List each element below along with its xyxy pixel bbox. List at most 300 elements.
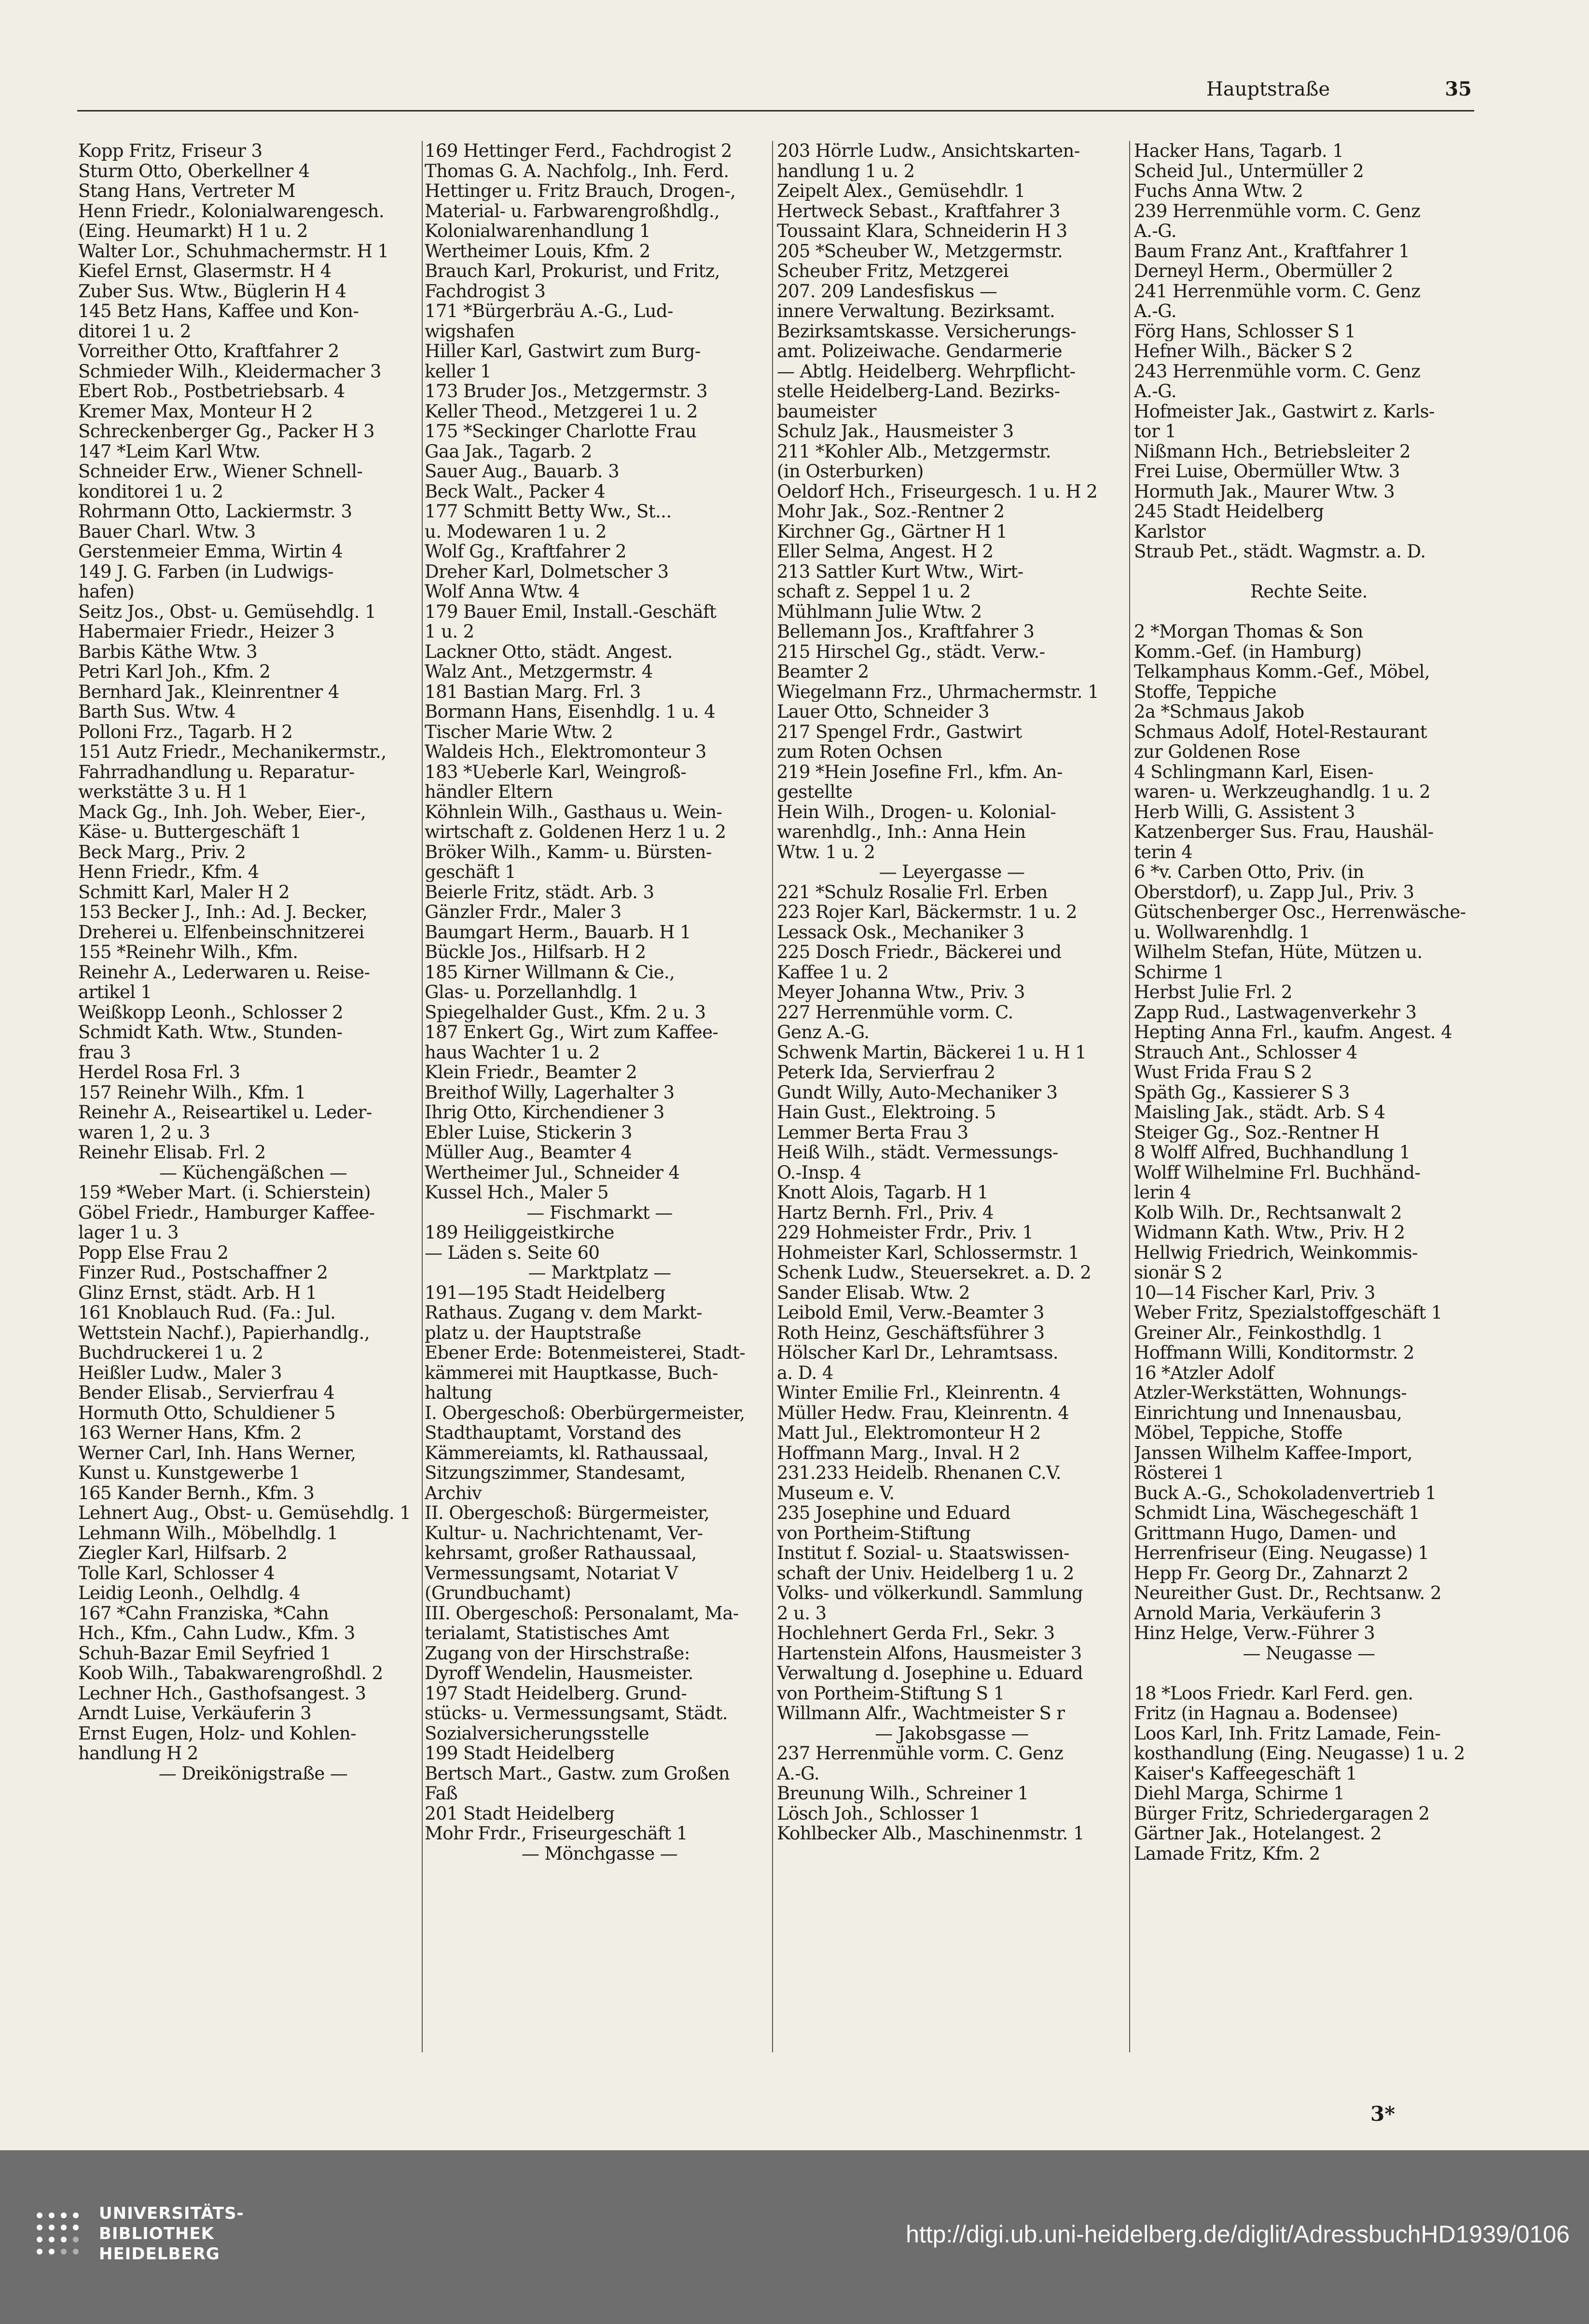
directory-line: Barbis Käthe Wtw. 3 (78, 641, 258, 662)
directory-line: Verwaltung d. Josephine u. Eduard (777, 1663, 1083, 1684)
directory-line: 241 Herrenmühle vorm. C. Genz (1134, 281, 1421, 301)
directory-line: lerin 4 (1134, 1183, 1191, 1203)
source-url-link[interactable]: http://digi.ub.uni-heidelberg.de/diglit/AdressbuchHD1939/0106 (906, 2221, 1570, 2248)
directory-line: terin 4 (1134, 842, 1193, 862)
directory-line: Walter Lor., Schuhmachermstr. H 1 (78, 241, 389, 261)
directory-line: Beck Marg., Priv. 2 (78, 842, 246, 862)
directory-line: Zugang von der Hirschstraße: (425, 1643, 690, 1663)
directory-line: Einrichtung und Innenausbau, (1134, 1403, 1402, 1423)
directory-line: 197 Stadt Heidelberg. Grund- (425, 1683, 687, 1703)
directory-line: — Mönchgasse — (521, 1843, 678, 1864)
directory-line: Schreckenberger Gg., Packer H 3 (78, 421, 374, 442)
directory-line: Buchdruckerei 1 u. 2 (78, 1343, 263, 1363)
directory-line: I. Obergeschoß: Oberbürgermeister, (425, 1403, 745, 1423)
directory-line: amt. Polizeiwache. Gendarmerie (777, 341, 1062, 362)
directory-line: Dreher Karl, Dolmetscher 3 (425, 561, 669, 582)
directory-line: Glinz Ernst, städt. Arb. H 1 (78, 1282, 317, 1303)
directory-line: 201 Stadt Heidelberg (425, 1803, 615, 1823)
directory-line: stücks- u. Vermessungsamt, Städt. (425, 1703, 728, 1724)
directory-line: III. Obergeschoß: Personalamt, Ma- (425, 1603, 739, 1623)
directory-line: konditorei 1 u. 2 (78, 481, 223, 501)
directory-line: Katzenberger Sus. Frau, Haushäl- (1134, 822, 1434, 842)
directory-line: Hellwig Friedrich, Weinkommis- (1134, 1242, 1418, 1263)
directory-line: Hertweck Sebast., Kraftfahrer 3 (777, 201, 1060, 221)
directory-line: Hinz Helge, Verw.-Führer 3 (1134, 1623, 1375, 1643)
directory-line: Zuber Sus. Wtw., Büglerin H 4 (78, 281, 346, 301)
directory-line: Henn Friedr., Kfm. 4 (78, 862, 259, 882)
page-number: 35 (1445, 78, 1472, 100)
directory-line: Sauer Aug., Bauarb. 3 (425, 461, 620, 482)
directory-line: Ebert Rob., Postbetriebsarb. 4 (78, 381, 345, 402)
directory-line: Seitz Jos., Obst- u. Gemüsehdlg. 1 (78, 601, 376, 622)
directory-line: O.-Insp. 4 (777, 1162, 861, 1183)
column-divider (1129, 141, 1130, 2052)
directory-line: Scheid Jul., Untermüller 2 (1134, 161, 1364, 181)
directory-line: Stoffe, Teppiche (1134, 682, 1277, 702)
directory-line: Schuh-Bazar Emil Seyfried 1 (78, 1643, 331, 1663)
directory-line: Greiner Alr., Feinkosthdlg. 1 (1134, 1322, 1383, 1343)
directory-line: Reinehr Elisab. Frl. 2 (78, 1142, 266, 1163)
directory-line (1134, 562, 1484, 582)
directory-line: kosthandlung (Eing. Neugasse) 1 u. 2 (1134, 1743, 1465, 1764)
directory-line: Breunung Wilh., Schreiner 1 (777, 1783, 1029, 1804)
directory-line: Bormann Hans, Eisenhdlg. 1 u. 4 (425, 702, 716, 722)
directory-line: Fachdrogist 3 (425, 281, 546, 301)
directory-line: Lehnert Aug., Obst- u. Gemüsehdlg. 1 (78, 1503, 411, 1523)
directory-line: 1 u. 2 (425, 622, 474, 642)
directory-line: Herdel Rosa Frl. 3 (78, 1062, 240, 1083)
directory-column-4 (1134, 141, 1484, 2062)
directory-line: 167 *Cahn Franziska, *Cahn (78, 1603, 329, 1623)
directory-line: 189 Heiliggeistkirche (425, 1223, 614, 1243)
directory-line: Polloni Frz., Tagarb. H 2 (78, 722, 293, 742)
directory-line: Widmann Kath. Wtw., Priv. H 2 (1134, 1223, 1405, 1243)
directory-line: — Küchengäßchen — (159, 1162, 347, 1183)
directory-line: Derneyl Herm., Obermüller 2 (1134, 261, 1393, 281)
directory-line (1134, 602, 1484, 622)
directory-line: Herb Willi, G. Assistent 3 (1134, 802, 1355, 822)
directory-line: Kolonialwarenhandlung 1 (425, 221, 650, 241)
directory-line: Archiv (425, 1483, 482, 1503)
directory-line: von Portheim-Stiftung (777, 1523, 971, 1543)
directory-line: Hettinger u. Fritz Brauch, Drogen-, (425, 181, 736, 201)
directory-line: Frei Luise, Obermüller Wtw. 3 (1134, 461, 1400, 482)
directory-line: 6 *v. Carben Otto, Priv. (in (1134, 862, 1364, 882)
directory-line: Willmann Alfr., Wachtmeister S r (777, 1703, 1065, 1724)
running-head (1206, 72, 1472, 106)
directory-line: 4 Schlingmann Karl, Eisen- (1134, 762, 1374, 782)
directory-line: Diehl Marga, Schirme 1 (1134, 1783, 1345, 1804)
library-name-line: UNIVERSITÄTS- (99, 2204, 244, 2223)
directory-line: 211 *Kohler Alb., Metzgermstr. (777, 441, 1051, 461)
directory-line: 2 *Morgan Thomas & Son (1134, 622, 1363, 642)
directory-line: Gerstenmeier Emma, Wirtin 4 (78, 542, 343, 562)
directory-line: hafen) (78, 582, 135, 602)
directory-line: Strauch Ant., Schlosser 4 (1134, 1042, 1357, 1062)
directory-line: Hohmeister Karl, Schlossermstr. 1 (777, 1242, 1079, 1263)
directory-line: 183 *Ueberle Karl, Weingroß- (425, 762, 687, 782)
directory-line: Sander Elisab. Wtw. 2 (777, 1282, 970, 1303)
directory-line: — Fischmarkt — (526, 1202, 673, 1223)
directory-line: Wertheimer Jul., Schneider 4 (425, 1162, 680, 1183)
directory-line: Winter Emilie Frl., Kleinrentn. 4 (777, 1383, 1061, 1403)
directory-line: Reinehr A., Reiseartikel u. Leder- (78, 1102, 372, 1123)
directory-line: Material- u. Farbwarengroßhdlg., (425, 201, 720, 221)
directory-line: Leibold Emil, Verw.-Beamter 3 (777, 1303, 1044, 1323)
directory-line: handlung H 2 (78, 1743, 198, 1764)
directory-line: Scheuber Fritz, Metzgerei (777, 261, 1009, 281)
directory-line: 18 *Loos Friedr. Karl Ferd. gen. (1134, 1683, 1413, 1703)
directory-line: Schulz Jak., Hausmeister 3 (777, 421, 1014, 442)
directory-line: 225 Dosch Friedr., Bäckerei und (777, 942, 1062, 962)
directory-line: Rechte Seite. (1250, 582, 1368, 602)
directory-line: Müller Hedw. Frau, Kleinrentn. 4 (777, 1403, 1069, 1423)
directory-line: 187 Enkert Gg., Wirt zum Kaffee- (425, 1022, 719, 1043)
directory-line: u. Modewaren 1 u. 2 (425, 521, 607, 542)
directory-line: Lackner Otto, städt. Angest. (425, 641, 673, 662)
directory-line: Schmidt Kath. Wtw., Stunden- (78, 1022, 343, 1043)
directory-line: Schmieder Wilh., Kleidermacher 3 (78, 361, 381, 381)
directory-line: Bertsch Mart., Gastw. zum Großen (425, 1763, 730, 1783)
directory-line: 217 Spengel Frdr., Gastwirt (777, 722, 1022, 742)
directory-line: Hiller Karl, Gastwirt zum Burg- (425, 341, 701, 362)
directory-line: Wettstein Nachf.), Papierhandlg., (78, 1322, 370, 1343)
directory-column-1 (78, 141, 428, 2062)
directory-line: Knott Alois, Tagarb. H 1 (777, 1183, 989, 1203)
directory-line: Müller Aug., Beamter 4 (425, 1142, 632, 1163)
directory-line: Dyroff Wendelin, Hausmeister. (425, 1663, 693, 1684)
directory-line: Werner Carl, Inh. Hans Werner, (78, 1443, 356, 1463)
directory-line: Toussaint Klara, Schneiderin H 3 (777, 221, 1067, 241)
directory-line: platz u. der Hauptstraße (425, 1322, 641, 1343)
directory-line: Komm.-Gef. (in Hamburg) (1134, 641, 1362, 662)
directory-line: Gaa Jak., Tagarb. 2 (425, 441, 592, 461)
directory-line: 235 Josephine und Eduard (777, 1503, 1010, 1523)
directory-line: frau 3 (78, 1042, 131, 1062)
directory-line: Hain Gust., Elektroing. 5 (777, 1102, 996, 1123)
directory-line: Bender Elisab., Servierfrau 4 (78, 1383, 335, 1403)
directory-line: Tolle Karl, Schlosser 4 (78, 1563, 275, 1583)
directory-line: Hoffmann Willi, Konditormstr. 2 (1134, 1343, 1414, 1363)
directory-line: 2 u. 3 (777, 1603, 827, 1623)
directory-line: Kohlbecker Alb., Maschinenmstr. 1 (777, 1823, 1084, 1844)
directory-line: Matt Jul., Elektromonteur H 2 (777, 1423, 1041, 1443)
directory-line: Klein Friedr., Beamter 2 (425, 1062, 637, 1083)
directory-line: haltung (425, 1383, 492, 1403)
directory-line: Lösch Joh., Schlosser 1 (777, 1803, 981, 1823)
directory-line: Sitzungszimmer, Standesamt, (425, 1463, 686, 1483)
directory-line: innere Verwaltung. Bezirksamt. (777, 301, 1055, 321)
directory-line: A.-G. (1134, 301, 1176, 321)
directory-line: 163 Werner Hans, Kfm. 2 (78, 1423, 302, 1443)
directory-line: 155 *Reinehr Wilh., Kfm. (78, 942, 298, 962)
directory-line: Lehmann Wilh., Möbelhdlg. 1 (78, 1523, 338, 1543)
directory-line: Beamter 2 (777, 662, 869, 682)
directory-line: Schirme 1 (1134, 962, 1224, 982)
library-name (99, 2203, 244, 2264)
directory-line: — Marktplatz — (528, 1263, 671, 1283)
directory-line: Telkamphaus Komm.-Gef., Möbel, (1134, 662, 1430, 682)
directory-line: a. D. 4 (777, 1363, 833, 1383)
directory-line: Nißmann Hch., Betriebsleiter 2 (1134, 441, 1410, 461)
directory-line: II. Obergeschoß: Bürgermeister, (425, 1503, 710, 1523)
directory-line: Kussel Hch., Maler 5 (425, 1183, 608, 1203)
directory-line: 227 Herrenmühle vorm. C. (777, 1002, 1013, 1022)
directory-line: 239 Herrenmühle vorm. C. Genz (1134, 201, 1421, 221)
directory-line: Schmitt Karl, Maler H 2 (78, 882, 290, 902)
directory-line: Beierle Fritz, städt. Arb. 3 (425, 882, 654, 902)
directory-line: Hartenstein Alfons, Hausmeister 3 (777, 1643, 1082, 1663)
directory-line: 153 Becker J., Inh.: Ad. J. Becker, (78, 902, 368, 922)
directory-line: 215 Hirschel Gg., städt. Verw.- (777, 641, 1045, 662)
directory-line: Keller Theod., Metzgerei 1 u. 2 (425, 401, 698, 421)
directory-line: Kopp Fritz, Friseur 3 (78, 141, 263, 161)
directory-line: — Dreikönigstraße — (158, 1763, 348, 1783)
directory-line: Henn Friedr., Kolonialwarengesch. (78, 201, 385, 221)
directory-line: werkstätte 3 u. H 1 (78, 782, 248, 802)
directory-line: Wilhelm Stefan, Hüte, Mützen u. (1134, 942, 1423, 962)
directory-line: von Portheim-Stiftung S 1 (777, 1683, 1005, 1703)
directory-line: Peterk Ida, Servierfrau 2 (777, 1062, 995, 1083)
directory-line: Hartz Bernh. Frl., Priv. 4 (777, 1202, 994, 1223)
directory-line: Rathaus. Zugang v. dem Markt- (425, 1303, 702, 1323)
directory-line: Wolf Anna Wtw. 4 (425, 582, 580, 602)
directory-line: A.-G. (1134, 381, 1176, 402)
directory-line: 203 Hörrle Ludw., Ansichtskarten- (777, 141, 1080, 161)
directory-line: ditorei 1 u. 2 (78, 321, 191, 341)
directory-line: Breithof Willy, Lagerhalter 3 (425, 1082, 675, 1102)
directory-line: 149 J. G. Farben (in Ludwigs- (78, 561, 333, 582)
directory-line: Kolb Wilh. Dr., Rechtsanwalt 2 (1134, 1202, 1402, 1223)
directory-line: terialamt, Statistisches Amt (425, 1623, 669, 1643)
directory-line: Habermaier Friedr., Heizer 3 (78, 622, 335, 642)
directory-line: geschäft 1 (425, 862, 516, 882)
directory-line: Maisling Jak., städt. Arb. S 4 (1134, 1102, 1385, 1123)
directory-line: Hormuth Jak., Maurer Wtw. 3 (1134, 481, 1395, 501)
directory-line: 151 Autz Friedr., Mechanikermstr., (78, 742, 387, 762)
directory-line: Oeldorf Hch., Friseurgesch. 1 u. H 2 (777, 481, 1098, 501)
directory-line: Loos Karl, Inh. Fritz Lamade, Fein- (1134, 1723, 1441, 1743)
directory-line: Bernhard Jak., Kleinrentner 4 (78, 682, 339, 702)
directory-line: artikel 1 (78, 982, 152, 1002)
directory-line: Dreherei u. Elfenbeinschnitzerei (78, 922, 364, 942)
directory-line: Faß (425, 1783, 458, 1804)
directory-line: Schmaus Adolf, Hotel-Restaurant (1134, 722, 1427, 742)
directory-line: 16 *Atzler Adolf (1134, 1363, 1274, 1383)
directory-line: Gütschenberger Osc., Herrenwäsche- (1134, 902, 1466, 922)
directory-line: Herrenfriseur (Eing. Neugasse) 1 (1134, 1543, 1429, 1563)
directory-line: 199 Stadt Heidelberg (425, 1743, 615, 1764)
directory-line: (in Osterburken) (777, 461, 924, 482)
directory-line: Baum Franz Ant., Kraftfahrer 1 (1134, 241, 1410, 261)
directory-line: Gärtner Jak., Hotelangest. 2 (1134, 1823, 1382, 1844)
directory-line: wirtschaft z. Goldenen Herz 1 u. 2 (425, 822, 726, 842)
directory-line: händler Eltern (425, 782, 553, 802)
directory-line: Barth Sus. Wtw. 4 (78, 702, 236, 722)
directory-line: 161 Knoblauch Rud. (Fa.: Jul. (78, 1303, 336, 1323)
directory-line: Walz Ant., Metzgermstr. 4 (425, 662, 653, 682)
directory-line: Kiefel Ernst, Glasermstr. H 4 (78, 261, 332, 281)
directory-line: Ihrig Otto, Kirchendiener 3 (425, 1102, 664, 1123)
directory-line: Schmidt Lina, Wäschegeschäft 1 (1134, 1503, 1420, 1523)
directory-line: Wolff Wilhelmine Frl. Buchhänd- (1134, 1162, 1421, 1183)
header-rule (77, 110, 1474, 111)
directory-line: Gänzler Frdr., Maler 3 (425, 902, 622, 922)
directory-line: — Neugasse — (1243, 1643, 1375, 1663)
directory-line: Lessack Osk., Mechaniker 3 (777, 922, 1024, 942)
directory-line: — Leyergasse — (879, 862, 1025, 882)
directory-line: Wtw. 1 u. 2 (777, 842, 875, 862)
directory-line: Wertheimer Louis, Kfm. 2 (425, 241, 650, 261)
directory-line: 213 Sattler Kurt Wtw., Wirt- (777, 561, 1023, 582)
directory-line: Thomas G. A. Nachfolg., Inh. Ferd. (425, 161, 729, 181)
directory-line: Reinehr A., Lederwaren u. Reise- (78, 962, 370, 982)
directory-line: Brauch Karl, Prokurist, und Fritz, (425, 261, 720, 281)
directory-line: Mühlmann Julie Wtw. 2 (777, 601, 982, 622)
directory-line: Karlstor (1134, 521, 1206, 542)
directory-line: Volks- und völkerkundl. Sammlung (777, 1583, 1083, 1603)
street-title: Hauptstraße (1206, 78, 1330, 100)
directory-line: sionär S 2 (1134, 1263, 1223, 1283)
directory-line: wigshafen (425, 321, 515, 341)
footer-bar (0, 2150, 1589, 2324)
directory-line: 245 Stadt Heidelberg (1134, 501, 1324, 522)
directory-line: 221 *Schulz Rosalie Frl. Erben (777, 882, 1048, 902)
directory-line: Petri Karl Joh., Kfm. 2 (78, 662, 271, 682)
directory-line: Atzler-Werkstätten, Wohnungs- (1134, 1383, 1407, 1403)
directory-line: Späth Gg., Kassierer S 3 (1134, 1082, 1350, 1102)
directory-line: zum Roten Ochsen (777, 742, 942, 762)
directory-line: Beck Walt., Packer 4 (425, 481, 606, 501)
directory-line: 191—195 Stadt Heidelberg (425, 1282, 665, 1303)
directory-line: Hepp Fr. Georg Dr., Zahnarzt 2 (1134, 1563, 1409, 1583)
directory-line: 145 Betz Hans, Kaffee und Kon- (78, 301, 359, 321)
directory-line: Wolf Gg., Kraftfahrer 2 (425, 542, 626, 562)
directory-line: Steiger Gg., Soz.-Rentner H (1134, 1122, 1380, 1142)
directory-line: Bellemann Jos., Kraftfahrer 3 (777, 622, 1035, 642)
directory-line: Tischer Marie Wtw. 2 (425, 722, 613, 742)
signature-mark: 3* (1370, 2102, 1396, 2126)
directory-line: Genz A.-G. (777, 1022, 870, 1043)
directory-line: Oberstdorf), u. Zapp Jul., Priv. 3 (1134, 882, 1414, 902)
directory-line: Sozialversicherungsstelle (425, 1723, 649, 1743)
directory-line: Hacker Hans, Tagarb. 1 (1134, 141, 1344, 161)
directory-line: 147 *Leim Karl Wtw. (78, 441, 261, 461)
directory-line: Lamade Fritz, Kfm. 2 (1134, 1843, 1320, 1864)
directory-line: Eller Selma, Angest. H 2 (777, 542, 994, 562)
directory-line: 205 *Scheuber W., Metzgermstr. (777, 241, 1063, 261)
directory-line: Kunst u. Kunstgewerbe 1 (78, 1463, 300, 1483)
directory-line: 179 Bauer Emil, Install.-Geschäft (425, 601, 717, 622)
directory-line: Bückle Jos., Hilfsarb. H 2 (425, 942, 646, 962)
directory-line: Arndt Luise, Verkäuferin 3 (78, 1703, 312, 1724)
directory-line: 177 Schmitt Betty Ww., St... (425, 501, 672, 522)
directory-line: 8 Wolff Alfred, Buchhandlung 1 (1134, 1142, 1410, 1163)
directory-line: Kultur- u. Nachrichtenamt, Ver- (425, 1523, 703, 1543)
directory-line: Kämmereiamts, kl. Rathaussaal, (425, 1443, 709, 1463)
directory-line: Hein Wilh., Drogen- u. Kolonial- (777, 802, 1056, 822)
directory-line: Käse- u. Buttergeschäft 1 (78, 822, 302, 842)
directory-line: keller 1 (425, 361, 492, 381)
directory-column-3 (777, 141, 1127, 2062)
directory-line: Vorreither Otto, Kraftfahrer 2 (78, 341, 339, 362)
directory-line: 169 Hettinger Ferd., Fachdrogist 2 (425, 141, 732, 161)
directory-line: Hoffmann Marg., Inval. H 2 (777, 1443, 1020, 1463)
directory-line: A.-G. (777, 1763, 819, 1783)
directory-line: 231.233 Heidelb. Rhenanen C.V. (777, 1463, 1061, 1483)
directory-line: Zapp Rud., Lastwagenverkehr 3 (1134, 1002, 1417, 1022)
directory-line: — Abtlg. Heidelberg. Wehrpflicht- (777, 361, 1076, 381)
directory-line: Grittmann Hugo, Damen- und (1134, 1523, 1396, 1543)
directory-line: 223 Rojer Karl, Bäckermstr. 1 u. 2 (777, 902, 1077, 922)
directory-line: Baumgart Herm., Bauarb. H 1 (425, 922, 691, 942)
directory-line: Wust Frida Frau S 2 (1134, 1062, 1312, 1083)
directory-line: u. Wollwarenhdlg. 1 (1134, 922, 1310, 942)
directory-line: Kremer Max, Monteur H 2 (78, 401, 313, 421)
directory-line: Buck A.-G., Schokoladenvertrieb 1 (1134, 1483, 1437, 1503)
directory-line: Weber Fritz, Spezialstoffgeschäft 1 (1134, 1303, 1442, 1323)
directory-line: Lauer Otto, Schneider 3 (777, 702, 989, 722)
directory-line: kämmerei mit Hauptkasse, Buch- (425, 1363, 718, 1383)
directory-line: Herbst Julie Frl. 2 (1134, 982, 1292, 1002)
directory-line: Institut f. Sozial- u. Staatswissen- (777, 1543, 1070, 1563)
directory-line: Stadthauptamt, Vorstand des (425, 1423, 681, 1443)
directory-line: Vermessungsamt, Notariat V (425, 1563, 678, 1583)
directory-line: Arnold Maria, Verkäuferin 3 (1134, 1603, 1382, 1623)
directory-line: Meyer Johanna Wtw., Priv. 3 (777, 982, 1025, 1002)
directory-line: Weißkopp Leonh., Schlosser 2 (78, 1002, 344, 1022)
directory-line: — Jakobsgasse — (875, 1723, 1029, 1743)
directory-line: Mack Gg., Inh. Joh. Weber, Eier-, (78, 802, 366, 822)
directory-line: 173 Bruder Jos., Metzgermstr. 3 (425, 381, 707, 402)
directory-line: 219 *Hein Josefine Frl., kfm. An- (777, 762, 1063, 782)
directory-line: Hochlehnert Gerda Frl., Sekr. 3 (777, 1623, 1055, 1643)
directory-line: 229 Hohmeister Frdr., Priv. 1 (777, 1223, 1034, 1243)
directory-line: Schwenk Martin, Bäckerei 1 u. H 1 (777, 1042, 1087, 1062)
directory-line: Kaffee 1 u. 2 (777, 962, 889, 982)
directory-line: 243 Herrenmühle vorm. C. Genz (1134, 361, 1421, 381)
directory-line: schaft der Univ. Heidelberg 1 u. 2 (777, 1563, 1074, 1583)
directory-line: Köhnlein Wilh., Gasthaus u. Wein- (425, 802, 722, 822)
directory-line: Koob Wilh., Tabakwarengroßhdl. 2 (78, 1663, 383, 1684)
directory-line: Popp Else Frau 2 (78, 1242, 229, 1263)
directory-line: Zeipelt Alex., Gemüsehdlr. 1 (777, 181, 1025, 201)
directory-line: Bezirksamtskasse. Versicherungs- (777, 321, 1076, 341)
directory-line: 165 Kander Bernh., Kfm. 3 (78, 1483, 315, 1503)
directory-line: Stang Hans, Vertreter M (78, 181, 295, 201)
directory-line: Kaiser's Kaffeegeschäft 1 (1134, 1763, 1357, 1783)
directory-line: Mohr Jak., Soz.-Rentner 2 (777, 501, 1005, 522)
directory-line: Heißler Ludw., Maler 3 (78, 1363, 282, 1383)
directory-line: 171 *Bürgerbräu A.-G., Lud- (425, 301, 673, 321)
directory-line: warenhdlg., Inh.: Anna Hein (777, 822, 1026, 842)
directory-line: Schenk Ludw., Steuersekret. a. D. 2 (777, 1263, 1092, 1283)
directory-line: Mohr Frdr., Friseurgeschäft 1 (425, 1823, 688, 1844)
directory-line: Fuchs Anna Wtw. 2 (1134, 181, 1303, 201)
directory-line: 175 *Seckinger Charlotte Frau (425, 421, 697, 442)
directory-line: 207. 209 Landesfiskus — (777, 281, 997, 301)
directory-column-2 (425, 141, 774, 2062)
directory-line: Neureither Gust. Dr., Rechtsanw. 2 (1134, 1583, 1441, 1603)
directory-line: Kirchner Gg., Gärtner H 1 (777, 521, 1008, 542)
directory-line: Janssen Wilhelm Kaffee-Import, (1134, 1443, 1412, 1463)
directory-line: 159 *Weber Mart. (i. Schierstein) (78, 1183, 371, 1203)
directory-line: Heiß Wilh., städt. Vermessungs- (777, 1142, 1058, 1163)
directory-line: Hormuth Otto, Schuldiener 5 (78, 1403, 335, 1423)
directory-line: Glas- u. Porzellanhdlg. 1 (425, 982, 639, 1002)
directory-line: Fritz (in Hagnau a. Bodensee) (1134, 1703, 1398, 1724)
directory-line: Möbel, Teppiche, Stoffe (1134, 1423, 1342, 1443)
